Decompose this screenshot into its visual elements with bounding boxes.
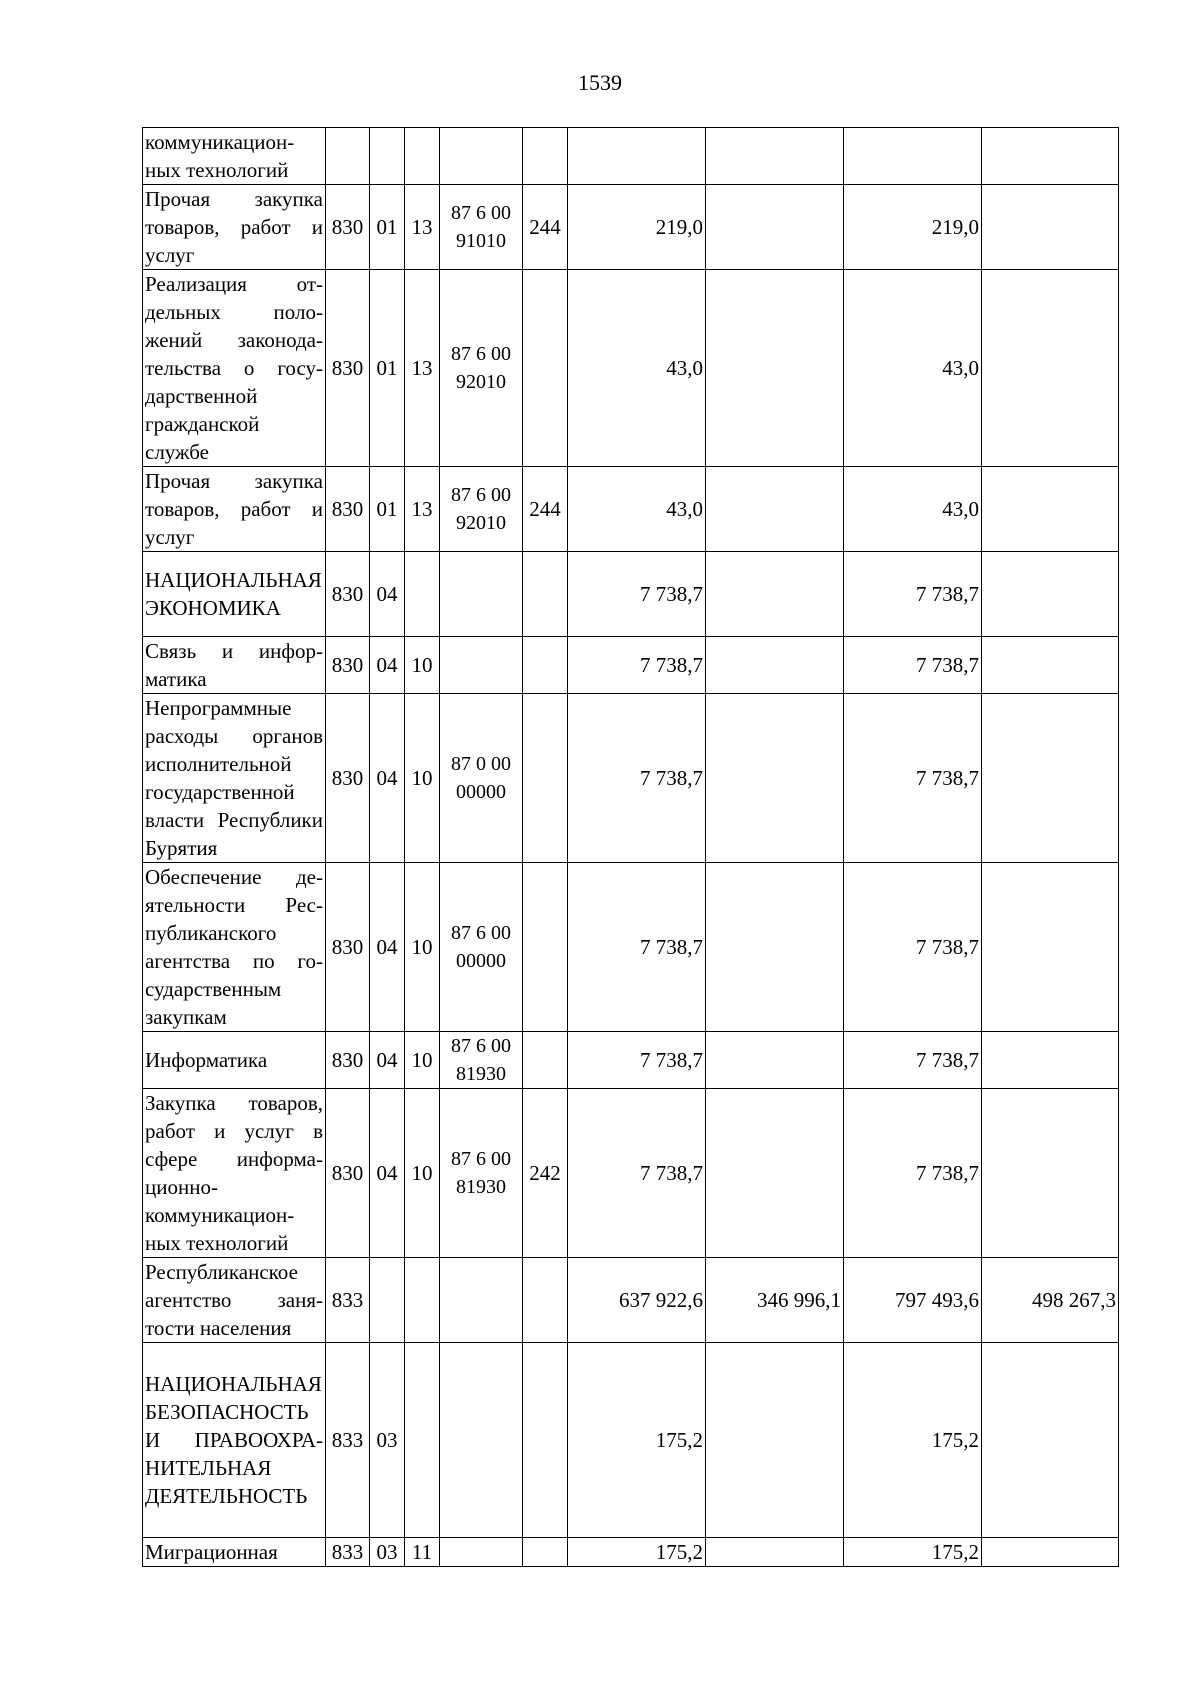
table-row [143,467,1119,552]
amount-cell-2 [706,1032,844,1089]
amount-cell-1: 175,2 [568,1343,706,1538]
amount-cell-2 [706,128,844,185]
amount-cell-1: 43,0 [568,270,706,467]
target-article-cell: 87 6 00 92010 [440,270,523,467]
expense-type-cell [523,694,568,863]
subsection-code-cell [405,1343,440,1538]
amount-cell-4 [982,1538,1119,1567]
target-article-cell: 87 6 00 81930 [440,1089,523,1258]
target-article-cell: 87 6 00 91010 [440,185,523,270]
subsection-code-cell [405,552,440,637]
expense-type-cell [523,1258,568,1343]
section-code-cell: 03 [370,1538,405,1567]
grbs-code-cell: 830 [326,270,370,467]
subsection-code-cell: 13 [405,185,440,270]
section-code-cell: 01 [370,467,405,552]
grbs-code-cell: 830 [326,694,370,863]
row-name-cell: Миграционная [143,1538,326,1567]
amount-cell-3: 43,0 [844,467,982,552]
grbs-code-cell: 830 [326,1032,370,1089]
subsection-code-cell: 13 [405,467,440,552]
section-code-cell: 04 [370,863,405,1032]
amount-cell-4 [982,637,1119,694]
table-row [143,552,1119,637]
subsection-code-cell: 10 [405,1032,440,1089]
grbs-code-cell: 833 [326,1258,370,1343]
amount-cell-1: 7 738,7 [568,863,706,1032]
target-article-cell [440,637,523,694]
amount-cell-2 [706,185,844,270]
subsection-code-cell [405,1258,440,1343]
subsection-code-cell [405,128,440,185]
amount-cell-1 [568,128,706,185]
grbs-code-cell: 830 [326,467,370,552]
amount-cell-1: 7 738,7 [568,1032,706,1089]
section-code-cell: 01 [370,270,405,467]
amount-cell-4 [982,1032,1119,1089]
amount-cell-2: 346 996,1 [706,1258,844,1343]
expense-type-cell [523,1343,568,1538]
section-code-cell: 04 [370,1032,405,1089]
row-name-cell: Непрограммные расходы органов исполнительной государственной власти Республики Бурятия [143,694,326,863]
table-row [143,1538,1119,1567]
subsection-code-cell: 13 [405,270,440,467]
amount-cell-3: 175,2 [844,1538,982,1567]
grbs-code-cell: 830 [326,185,370,270]
expense-type-cell [523,637,568,694]
amount-cell-3: 7 738,7 [844,552,982,637]
expense-type-cell [523,1538,568,1567]
amount-cell-1: 7 738,7 [568,1089,706,1258]
table-row [143,128,1119,185]
amount-cell-2 [706,694,844,863]
amount-cell-1: 7 738,7 [568,552,706,637]
expense-type-cell: 242 [523,1089,568,1258]
amount-cell-3: 797 493,6 [844,1258,982,1343]
table-row [143,1343,1119,1538]
table-row [143,270,1119,467]
row-name-cell: Связь и информатика [143,637,326,694]
amount-cell-4 [982,552,1119,637]
amount-cell-2 [706,637,844,694]
amount-cell-3: 7 738,7 [844,863,982,1032]
row-name-cell: Закупка товаров, работ и услуг в сфере информационно- коммуникацион- ных технологий [143,1089,326,1258]
subsection-code-cell: 11 [405,1538,440,1567]
expense-type-cell [523,128,568,185]
amount-cell-1: 637 922,6 [568,1258,706,1343]
table-row [143,694,1119,863]
amount-cell-4: 498 267,3 [982,1258,1119,1343]
row-name-cell: НАЦИОНАЛЬНАЯ БЕЗОПАСНОСТЬ И ПРАВООХРАНИТЕЛЬНАЯ ДЕЯТЕЛЬНОСТЬ [143,1343,326,1538]
expense-type-cell: 244 [523,467,568,552]
expense-type-cell [523,270,568,467]
grbs-code-cell: 833 [326,1538,370,1567]
row-name-cell: НАЦИОНАЛЬНАЯ ЭКОНОМИКА [143,552,326,637]
amount-cell-1: 175,2 [568,1538,706,1567]
amount-cell-2 [706,270,844,467]
grbs-code-cell: 830 [326,1089,370,1258]
amount-cell-3: 7 738,7 [844,694,982,863]
amount-cell-3: 7 738,7 [844,637,982,694]
grbs-code-cell: 833 [326,1343,370,1538]
amount-cell-2 [706,863,844,1032]
subsection-code-cell: 10 [405,637,440,694]
amount-cell-3: 175,2 [844,1343,982,1538]
target-article-cell [440,552,523,637]
table-row [143,1089,1119,1258]
row-name-cell: Республиканское агентство занятости населения [143,1258,326,1343]
budget-table [142,127,1119,1567]
section-code-cell [370,128,405,185]
amount-cell-4 [982,185,1119,270]
target-article-cell [440,1343,523,1538]
section-code-cell: 04 [370,637,405,694]
section-code-cell: 04 [370,1089,405,1258]
amount-cell-4 [982,1089,1119,1258]
grbs-code-cell [326,128,370,185]
amount-cell-3: 7 738,7 [844,1089,982,1258]
amount-cell-2 [706,467,844,552]
amount-cell-4 [982,1343,1119,1538]
table-row [143,637,1119,694]
page-number: 1539 [578,70,622,95]
grbs-code-cell: 830 [326,637,370,694]
amount-cell-4 [982,863,1119,1032]
amount-cell-3: 43,0 [844,270,982,467]
expense-type-cell [523,552,568,637]
section-code-cell [370,1258,405,1343]
subsection-code-cell: 10 [405,694,440,863]
row-name-cell: Реализация отдельных положений законодательства о государственной гражданской службе [143,270,326,467]
amount-cell-4 [982,270,1119,467]
amount-cell-4 [982,467,1119,552]
target-article-cell [440,1538,523,1567]
amount-cell-2 [706,1343,844,1538]
table-row [143,1032,1119,1089]
amount-cell-1: 7 738,7 [568,637,706,694]
target-article-cell [440,128,523,185]
amount-cell-4 [982,694,1119,863]
amount-cell-2 [706,552,844,637]
amount-cell-1: 43,0 [568,467,706,552]
expense-type-cell [523,863,568,1032]
row-name-cell: коммуникацион- ных технологий [143,128,326,185]
amount-cell-2 [706,1089,844,1258]
target-article-cell: 87 6 00 81930 [440,1032,523,1089]
section-code-cell: 01 [370,185,405,270]
target-article-cell: 87 0 00 00000 [440,694,523,863]
amount-cell-4 [982,128,1119,185]
amount-cell-3: 219,0 [844,185,982,270]
amount-cell-2 [706,1538,844,1567]
target-article-cell: 87 6 00 92010 [440,467,523,552]
row-name-cell: Прочая закупка товаров, работ и услуг [143,185,326,270]
row-name-cell: Прочая закупка товаров, работ и услуг [143,467,326,552]
section-code-cell: 04 [370,694,405,863]
target-article-cell [440,1258,523,1343]
section-code-cell: 04 [370,552,405,637]
grbs-code-cell: 830 [326,552,370,637]
grbs-code-cell: 830 [326,863,370,1032]
row-name-cell: Информатика [143,1032,326,1089]
subsection-code-cell: 10 [405,1089,440,1258]
expense-type-cell: 244 [523,185,568,270]
table-row [143,1258,1119,1343]
target-article-cell: 87 6 00 00000 [440,863,523,1032]
table-row [143,863,1119,1032]
table-row [143,185,1119,270]
expense-type-cell [523,1032,568,1089]
amount-cell-1: 219,0 [568,185,706,270]
section-code-cell: 03 [370,1343,405,1538]
row-name-cell: Обеспечение деятельности Республиканского агентства по государственным закупкам [143,863,326,1032]
amount-cell-3 [844,128,982,185]
amount-cell-3: 7 738,7 [844,1032,982,1089]
amount-cell-1: 7 738,7 [568,694,706,863]
subsection-code-cell: 10 [405,863,440,1032]
